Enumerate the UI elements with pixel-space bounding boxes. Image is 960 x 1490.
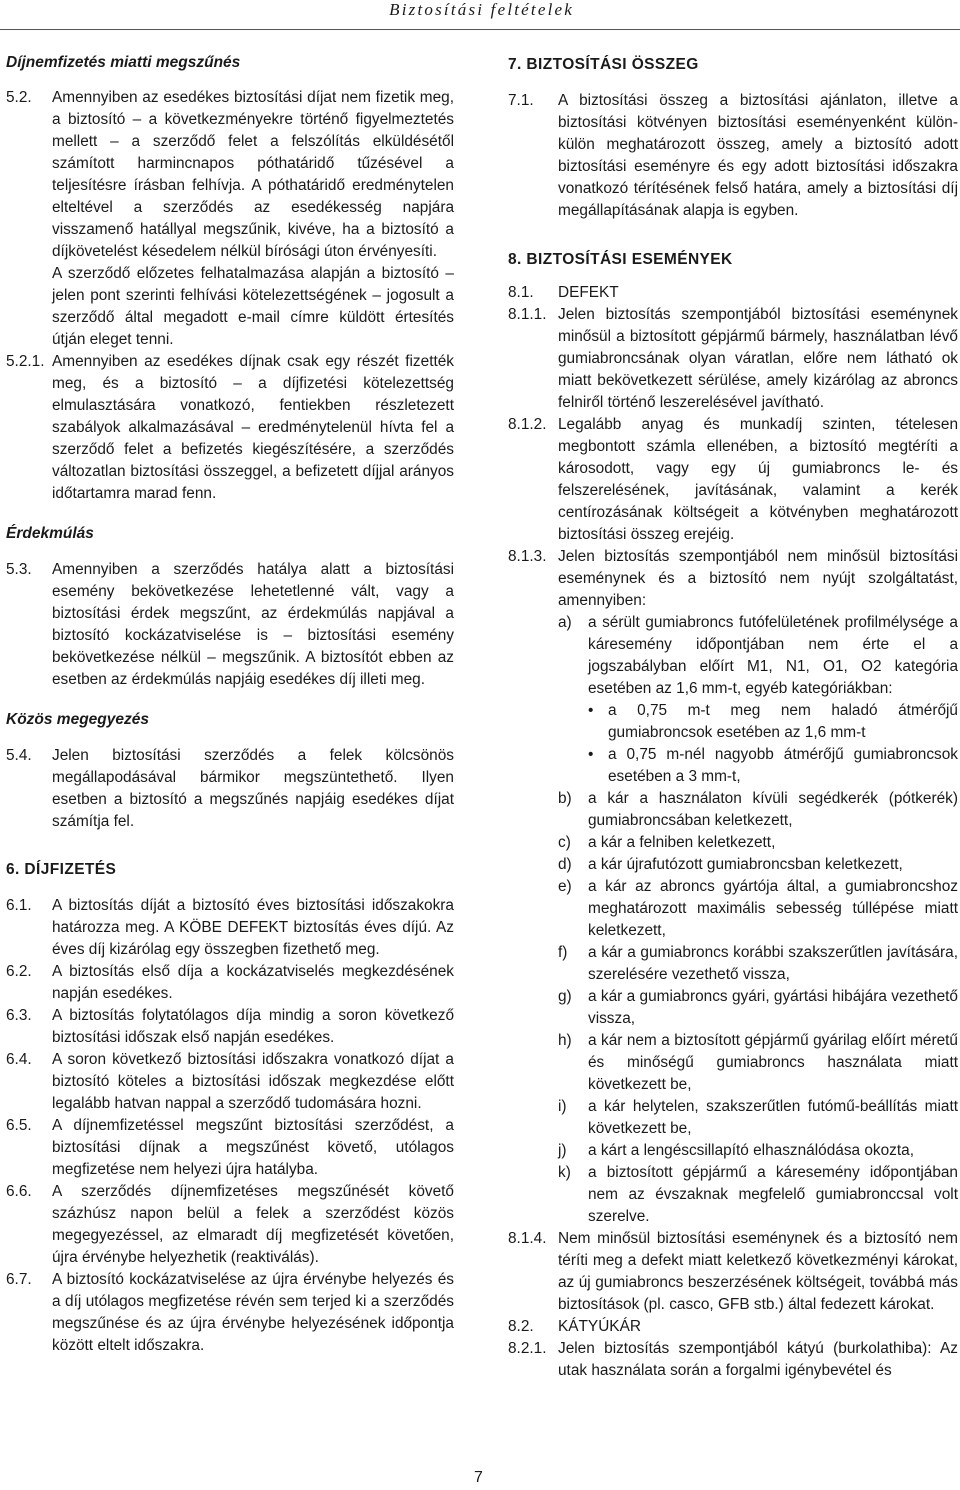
exclusion-item-d — [558, 854, 958, 876]
exclusion-text: a kár a gumiabroncs korábbi szakszerűtlen javítására, szerelésére vezethető vissza, — [588, 944, 958, 983]
bullet-text: a 0,75 m-nél nagyobb átmérőjű gumiabroncsok esetében a 3 mm-t, — [608, 746, 958, 785]
clause-8-1-2 — [508, 414, 958, 546]
exclusion-text: a kár nem a biztosított gépjármű gyárilag előírt méretű és minőségű gumiabroncs használata miatt következett be, — [588, 1032, 958, 1093]
clause-number: 6.4. — [6, 1051, 32, 1068]
exclusion-item-k — [558, 1162, 958, 1228]
clause-number: 5.4. — [6, 747, 32, 764]
clause-5-2 — [6, 87, 454, 351]
bullet-icon: • — [588, 746, 594, 763]
clause-text: Nem minősül biztosítási eseménynek és a biztosító nem téríti meg a defekt miatt keletkező következményi károkat, az új gumiabroncs beszerzésének költségeit, továbbá más biztosítások (pl. casco, GFB stb.) által fedezett károkat. — [558, 1230, 958, 1313]
clause-text: Jelen biztosítás szempontjából kátyú (burkolathiba): Az utak használata során a forgalmi igénybevétel és — [558, 1340, 958, 1379]
bullet-item — [588, 744, 958, 788]
clause-8-1-3 — [508, 546, 958, 612]
heading-erdekmulas: Érdekmúlás — [6, 525, 94, 542]
exclusion-text: a biztosított gépjármű a káresemény időpontjában nem az évszaknak megfelelő gumiabronccsal volt szerelve. — [588, 1164, 958, 1225]
exclusion-item-e — [558, 876, 958, 942]
clause-number: 5.2. — [6, 89, 32, 106]
clause-number: 8.1. — [508, 284, 534, 301]
running-header-title: Biztosítási feltételek — [389, 0, 574, 19]
exclusion-text: a kár helytelen, szakszerűtlen futómű-beállítás miatt következett be, — [588, 1098, 958, 1137]
exclusion-letter: c) — [558, 834, 571, 851]
exclusion-item-g — [558, 986, 958, 1030]
clause-6-6 — [6, 1181, 454, 1269]
exclusion-text: a kár az abroncs gyártója által, a gumiabroncshoz meghatározott maximális sebesség túllépése miatt keletkezett, — [588, 878, 958, 939]
exclusion-item-j — [558, 1140, 958, 1162]
clause-5-4 — [6, 745, 454, 833]
clause-number: 6.6. — [6, 1183, 32, 1200]
clause-number: 8.2.1. — [508, 1340, 547, 1357]
clause-6-4 — [6, 1049, 454, 1115]
clause-text: DEFEKT — [558, 284, 619, 301]
clause-text: A szerződés díjnemfizetéses megszűnését követő százhúsz napon belül a felek a szerződést közös megegyezéssel, az elmaradt díj megfizetését követően, újra érvénybe helyezhetik (reaktiválás). — [52, 1183, 454, 1266]
clause-7-1 — [508, 90, 958, 222]
clause-number: 5.2.1. — [6, 353, 45, 370]
exclusion-item-b — [558, 788, 958, 832]
clause-text: Amennyiben a szerződés hatálya alatt a biztosítási esemény bekövetkezése lehetetlenné vált, vagy a biztosítási érdek megszűnt, az érdekmúlás napjával a biztosító kockázatviselése is – biztosítási esemény bekövetkezése nélkül – megszűnik. A biztosítót ebben az esetben az érdekmúlás napjáig esedékes díj illeti meg. — [52, 561, 454, 688]
exclusion-text: a kár a felniben keletkezett, — [588, 834, 776, 851]
clause-number: 8.1.2. — [508, 416, 547, 433]
clause-text: Legalább anyag és munkadíj szinten, tételesen megbontott számla ellenében, a biztosító megtéríti a károsodott, vagy egy új gumiabroncs le- és felszerelésének, javításának, valamint a kerék centírozásának költségeit a kötvényben meghatározott biztosítási összeg erejéig. — [558, 416, 958, 543]
exclusion-letter: f) — [558, 944, 568, 961]
heading-7-biztositasi-osszeg: 7. BIZTOSÍTÁSI ÖSSZEG — [508, 56, 699, 73]
clause-number: 8.1.3. — [508, 548, 547, 565]
exclusion-item-i — [558, 1096, 958, 1140]
clause-number: 5.3. — [6, 561, 32, 578]
clause-6-3 — [6, 1005, 454, 1049]
clause-text: Amennyiben az esedékes díjnak csak egy részét fizették meg, és a biztosító – a díjfizetési kötelezettség elmulasztására vonatkozó, fentiekben részletezett szabályok alkalmazásával – eredménytelenül hívta fel a szerződő felet a befizetés kiegészítésére, a szerződés változatlan biztosítási összeggel, a befizetett díjjal arányos időtartamra marad fenn. — [52, 353, 454, 502]
clause-5-3 — [6, 559, 454, 691]
clause-number: 6.7. — [6, 1271, 32, 1288]
page-number: 7 — [474, 1469, 483, 1486]
exclusion-letter: d) — [558, 856, 572, 873]
clause-number: 6.3. — [6, 1007, 32, 1024]
clause-number: 6.1. — [6, 897, 32, 914]
clause-6-1 — [6, 895, 454, 961]
exclusion-letter: g) — [558, 988, 572, 1005]
clause-6-7 — [6, 1269, 454, 1357]
exclusion-letter: k) — [558, 1164, 571, 1181]
clause-number: 8.1.1. — [508, 306, 547, 323]
exclusion-text: a kár újrafutózott gumiabroncsban keletkezett, — [588, 856, 903, 873]
clause-text: A díjnemfizetéssel megszűnt biztosítási szerződést, a biztosítási díjnak a megszűnést követő, utólagos megfizetése nem helyezi újra hatályba. — [52, 1117, 454, 1178]
clause-8-1-4 — [508, 1228, 958, 1316]
clause-8-1-1 — [508, 304, 958, 414]
exclusion-text: a sérült gumiabroncs futófelületének profilmélysége a káresemény időpontjában nem érte el a jogszabályban előírt M1, N1, O1, O2 kategória esetében az 1,6 mm-t, egyéb kategóriákban: — [588, 614, 958, 697]
clause-number: 6.2. — [6, 963, 32, 980]
clause-text: KÁTYÚKÁR — [558, 1318, 641, 1335]
clause-text: A biztosítás első díja a kockázatviselés megkezdésének napján esedékes. — [52, 963, 454, 1002]
exclusion-item-f — [558, 942, 958, 986]
clause-number: 8.1.4. — [508, 1230, 547, 1247]
right-column — [508, 46, 958, 1382]
exclusion-letter: b) — [558, 790, 572, 807]
clause-5-2-1 — [6, 351, 454, 505]
clause-text: A soron következő biztosítási időszakra vonatkozó díjat a biztosító köteles a biztosítási időszak megkezdése előtt legalább hatvan nappal a szerződő tudomására hozni. — [52, 1051, 454, 1112]
clause-text: A szerződő előzetes felhatalmazása alapján a biztosító – jelen pont szerinti felhívási kötelezettségének – jogosult a szerződő által megadott e-mail címre küldött értesítés útján eleget tenni. — [52, 265, 454, 348]
clause-text: Amennyiben az esedékes biztosítási díjat nem fizetik meg, a biztosító – a következményekre történő figyelmeztetés mellett – a szerződő felet a felszólítás elküldésétől számított harmincnapos póthatáridő tűzésével a teljesítésre írásban felhívja. A póthatáridő eredménytelen elteltével a szerződés az esedékesség napjára visszamenő hatállyal megszűnik, kivéve, ha a biztosító a díjkövetelést késedelem nélkül bírósági úton érvényesíti. — [52, 89, 454, 260]
bullet-item — [588, 700, 958, 744]
clause-text: Jelen biztosítás szempontjából nem minősül biztosítási eseménynek és a biztosító nem nyújt szolgáltatást, amennyiben: — [558, 548, 958, 609]
clause-8-1 — [508, 282, 958, 304]
exclusion-letter: i) — [558, 1098, 567, 1115]
heading-dijnemfizetes: Díjnemfizetés miatti megszűnés — [6, 54, 241, 71]
exclusion-text: a kárt a lengéscsillapító elhasználódása okozta, — [588, 1142, 914, 1159]
exclusion-letter: h) — [558, 1032, 572, 1049]
exclusion-item-h — [558, 1030, 958, 1096]
left-column — [6, 46, 454, 1357]
exclusion-letter: a) — [558, 614, 572, 631]
clause-text: A biztosítási összeg a biztosítási ajánlaton, illetve a biztosítási kötvényen biztosítási eseményenként külön-külön meghatározott összeg, amely a biztosító adott biztosítási eseményre és egy adott biztosítási időszakra vonatkozó térítésének felső határa, amely a biztosítási díj megállapításának alapja is egyben. — [558, 92, 958, 219]
clause-8-2-1 — [508, 1338, 958, 1382]
exclusion-item-a — [558, 612, 958, 700]
exclusion-letter: j) — [558, 1142, 567, 1159]
exclusion-text: a kár a használaton kívüli segédkerék (pótkerék) gumiabroncsában keletkezett, — [588, 790, 958, 829]
heading-6-dijfizetes: 6. DÍJFIZETÉS — [6, 861, 117, 878]
clause-6-5 — [6, 1115, 454, 1181]
clause-number: 6.5. — [6, 1117, 32, 1134]
clause-number: 7.1. — [508, 92, 534, 109]
clause-6-2 — [6, 961, 454, 1005]
exclusion-item-c — [558, 832, 958, 854]
clause-number: 8.2. — [508, 1318, 534, 1335]
bullet-text: a 0,75 m-t meg nem haladó átmérőjű gumiabroncsok esetében az 1,6 mm-t — [608, 702, 958, 741]
exclusion-letter: e) — [558, 878, 572, 895]
clause-text: Jelen biztosítási szerződés a felek kölcsönös megállapodásával bármikor megszüntethető. Ilyen esetben a biztosító a megszűnés napjáig esedékes díjat számítja fel. — [52, 747, 454, 830]
header-rule — [0, 29, 960, 30]
clause-text: A biztosítás folytatólagos díja mindig a soron következő biztosítási időszak első napján esedékes. — [52, 1007, 454, 1046]
clause-8-2 — [508, 1316, 958, 1338]
bullet-icon: • — [588, 702, 594, 719]
exclusion-text: a kár a gumiabroncs gyári, gyártási hibájára vezethető vissza, — [588, 988, 958, 1027]
heading-kozos-megegyezes: Közös megegyezés — [6, 711, 149, 728]
clause-text: A biztosítás díját a biztosító éves biztosítási időszakokra határozza meg. A KÖBE DEFEKT biztosítás éves díjú. Az éves díj kizárólag egy összegben fizethető meg. — [52, 897, 454, 958]
clause-text: Jelen biztosítás szempontjából biztosítási eseménynek minősül a biztosított gépjármű bármely, használatban lévő gumiabroncsának olyan váratlan, előre nem látható ok miatt bekövetkezett sérülése, amely kizárólag az abroncs felniről történő leszerelésével javítható. — [558, 306, 958, 411]
heading-8-biztositasi-esemenyek: 8. BIZTOSÍTÁSI ESEMÉNYEK — [508, 251, 733, 268]
clause-text: A biztosító kockázatviselése az újra érvénybe helyezés és a díj utólagos megfizetése révén sem terjed ki a szerződés megszűnése és az újra érvénybe helyezésének időpontja között eltelt időszakra. — [52, 1271, 454, 1354]
